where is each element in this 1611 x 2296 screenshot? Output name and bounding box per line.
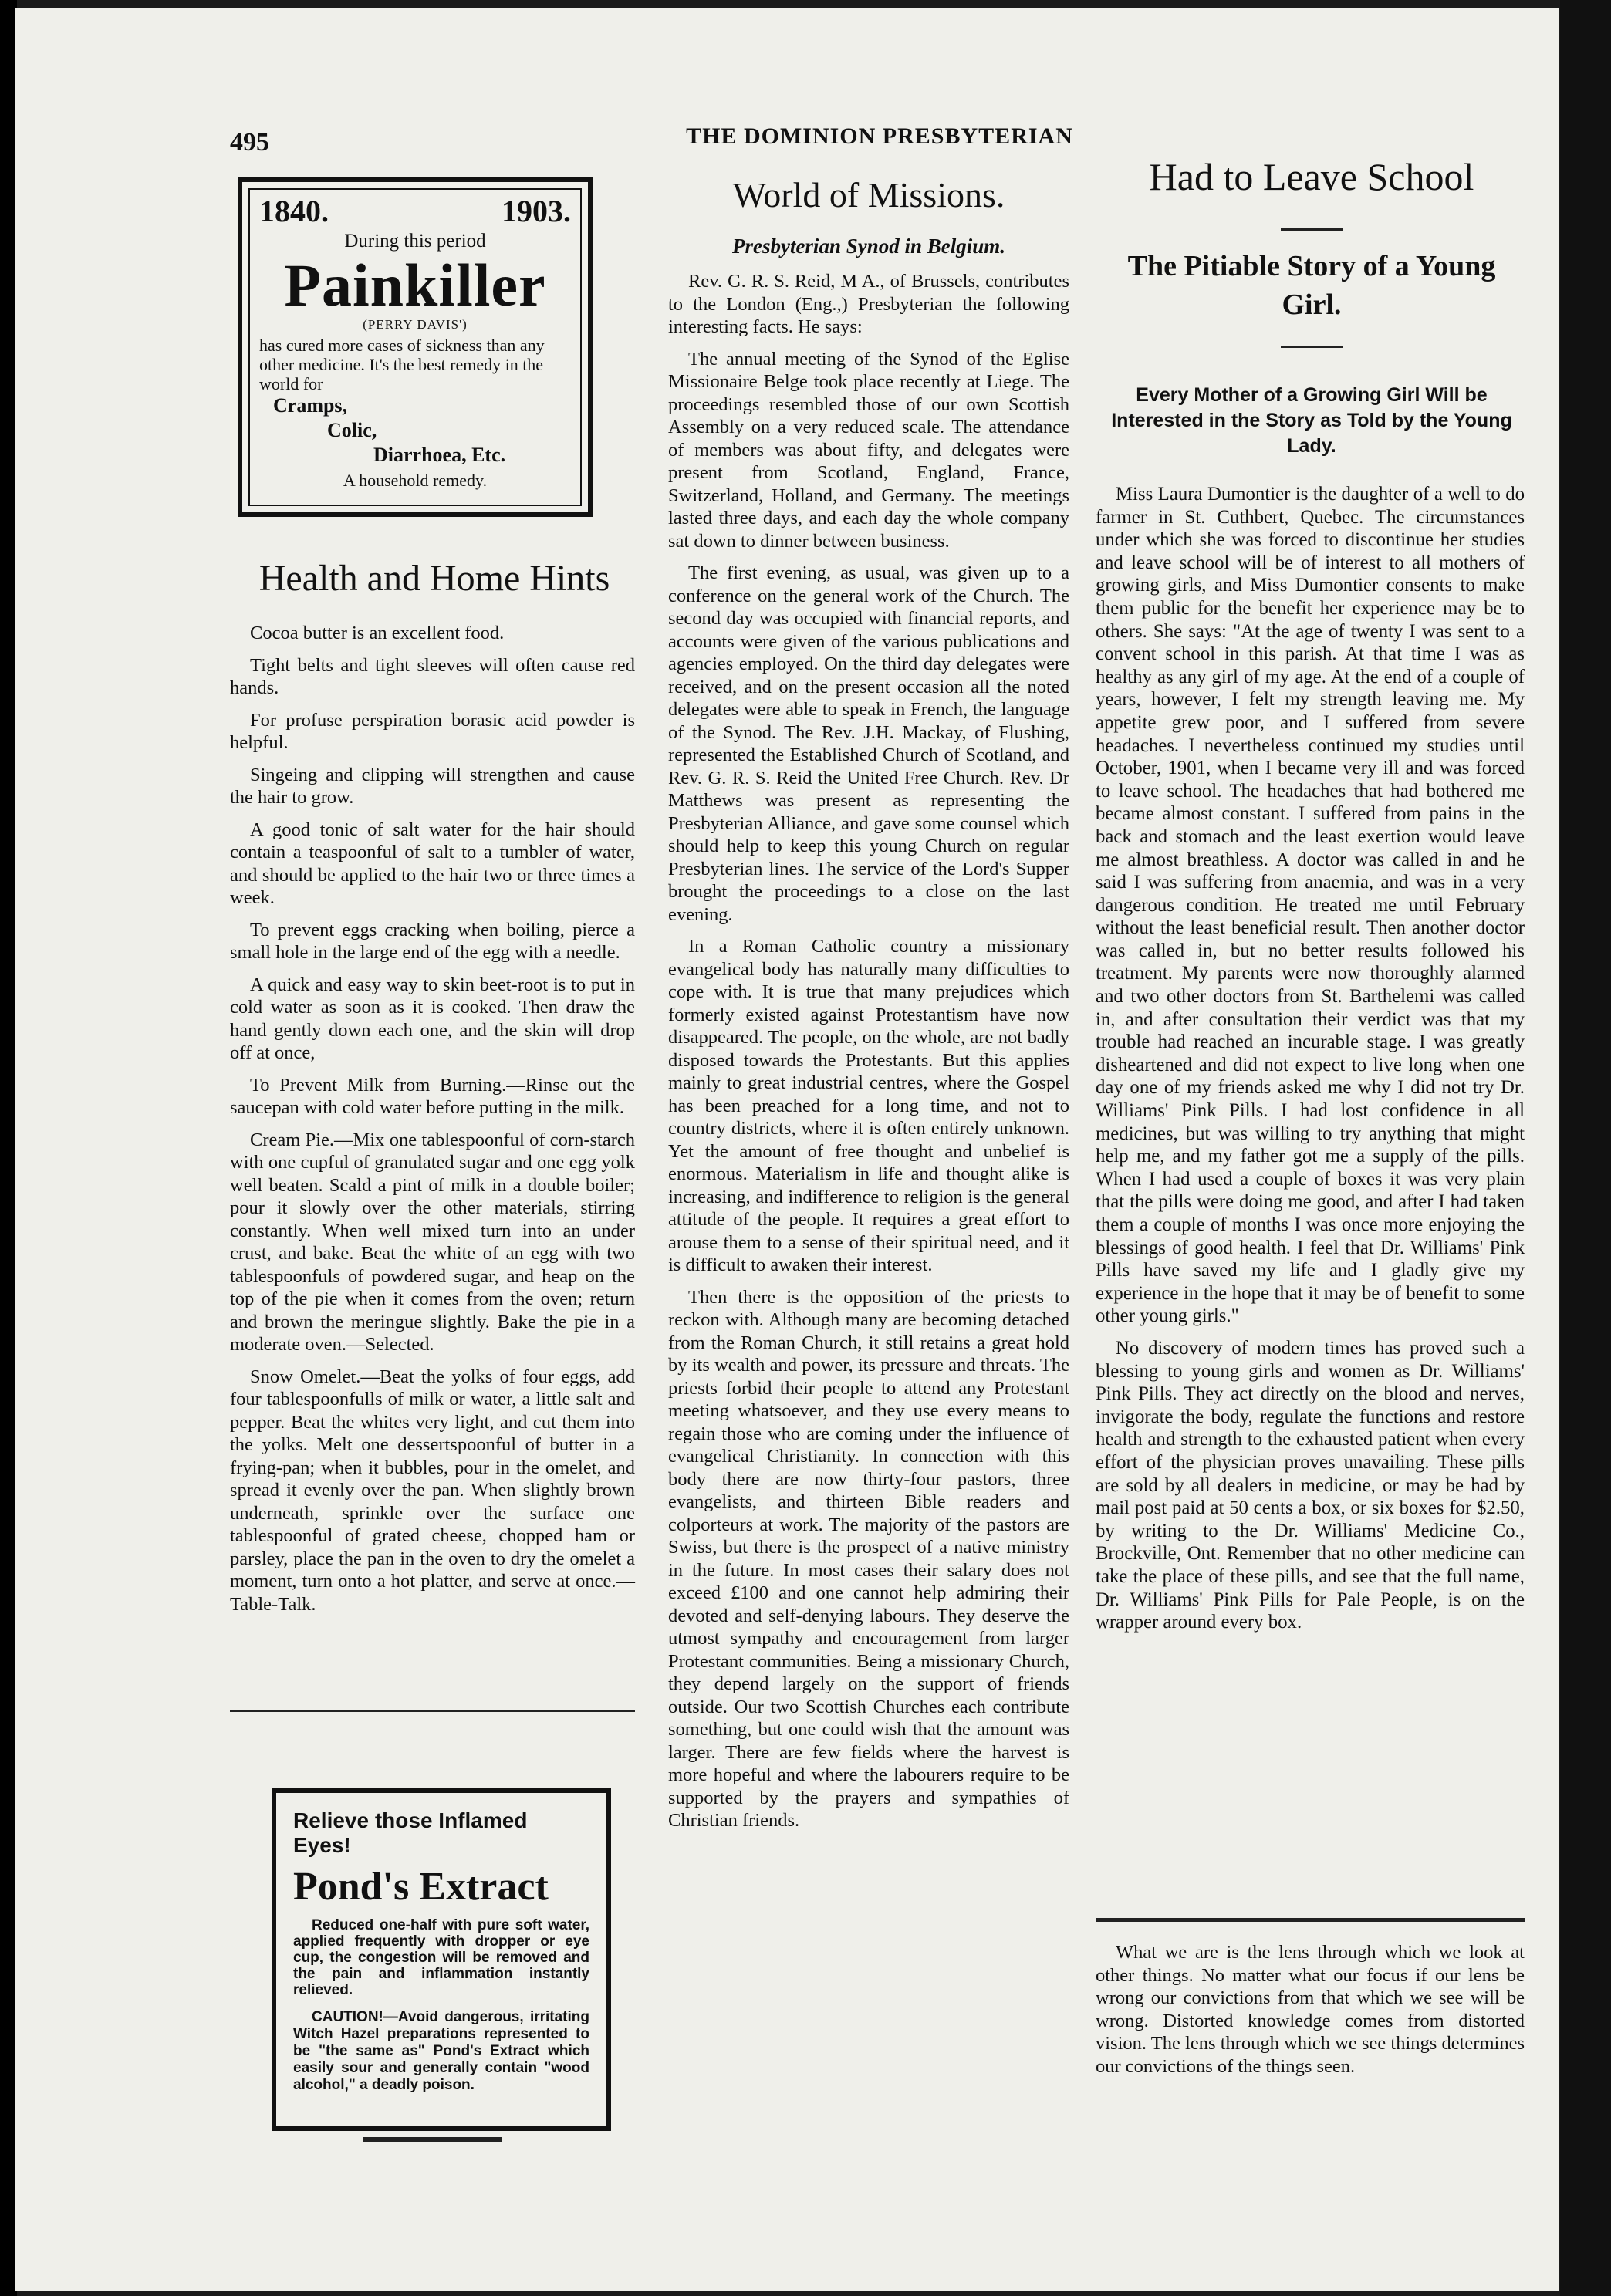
ad-maker: (PERRY DAVIS')	[363, 317, 468, 332]
ad-underline	[363, 2137, 502, 2142]
ad-remedy-cramps: Cramps,	[273, 394, 348, 417]
column-rule	[1096, 1918, 1525, 1922]
painkiller-advertisement	[238, 177, 593, 517]
ponds-description: Reduced one-half with pure soft water, applied frequently with dropper or eye cup, the congestion will be removed and the pain and inflammation instantly relieved.	[293, 1917, 589, 1998]
short-rule	[1281, 346, 1342, 348]
ad-inner-border	[248, 188, 582, 506]
scan-edge-left	[0, 0, 17, 2296]
ponds-brand: Pond's Extract	[293, 1865, 549, 1909]
missions-paragraph: Then there is the opposition of the priests to reckon with. Although many are becoming detached from the Roman Church, it still retains a great hold by its wealth and power, its pressure and threats. The priests forbid their people to attend any Protestant meeting whatsoever, and they use every means to regain those who are coming under the influence of evangelical Christianity. In connection with this body there are now thirty-four pastors, three evangelists, and thirteen Bible readers and colporteurs at work. The majority of the pastors are Swiss, but there is the prospect of a native ministry in the future. In most cases their salary does not exceed £100 and one cannot help admiring their devoted and self-denying labours. They deserve the utmost sympathy and encouragement from larger Protestant communities. Being a missionary Church, they depend largely on the support of friends outside. Our two Scottish Churches each contribute something, but one could wish that the amount was larger. There are few fields where the harvest is more hopeful and where the labourers require to be supported by the prayers and sympathies of Christian friends.	[668, 1286, 1069, 1831]
page-number: 495	[230, 128, 269, 157]
health-paragraph: Singeing and clipping will strengthen and cause the hair to grow.	[230, 764, 635, 808]
page-header: THE DOMINION PRESBYTERIAN	[686, 123, 1073, 149]
ad-description: has cured more cases of sickness than any other medicine. It's the best remedy in the world for	[259, 336, 545, 393]
missions-paragraph: In a Roman Catholic country a missionary evangelical body has naturally many difficulties to cope with. It is true that many prejudices which formerly existed against Protestantism have now disappeared. The people, on the whole, are not badly disposed towards the Protestants. But this applies mainly to great industrial centres, where the Gospel has been preached for a long time, and not to country districts, where it is often entirely unknown. Yet the amount of free thought and unbelief is enormous. Materialism in life and thought alike is increasing, and indifference to religion is the general attitude of the people. It requires a great effort to arouse them to a sense of their spiritual need, and it is difficult to awaken their interest.	[668, 936, 1069, 1275]
ad-remedy-diarrhoea: Diarrhoea, Etc.	[373, 444, 506, 466]
school-deck: Every Mother of a Growing Girl Will be Interested in the Story as Told by the Young Lady.	[1111, 384, 1512, 457]
school-body	[1096, 483, 1525, 1643]
school-paragraph: Miss Laura Dumontier is the daughter of a well to do farmer in St. Cuthbert, Quebec. The circumstances under which she was forced to discontinue her studies and leave school will be of interest to all mothers of growing girls, and Miss Dumontier consents to make them public for the benefit her experience may be to others. She says: "At the age of twenty I was sent to a convent school in this parish. At that time I was as healthy as any girl of my age. At the end of a couple of years, however, I felt my strength leaving me. My appetite grew poor, and I suffered from severe headaches. I nevertheless continued my studies until October, 1901, when I became very ill and was forced to leave school. The headaches that had bothered me became almost constant. I suffered from pains in the back and stomach and the least exertion would leave me almost breathless. A doctor was called in and he said I was suffering from anaemia, and was in a very dangerous condition. He treated me until February without the least beneficial result. Then another doctor was called in, but no better results followed his treatment. My parents were now thoroughly alarmed and two other doctors from St. Barthelemi was called in, and after consultation their verdict was that my trouble had reached an incurable stage. I was greatly disheartened and did not expect to live long when one day one of my friends asked me why I did not try Dr. Williams' Pink Pills. I had lost confidence in all medicines, but was willing to try anything that might help me, and my father got me a supply of the pills. When I had used a couple of boxes it was very plain that the pills were doing me good, and after I had taken them a couple of months I was once more enjoying the blessings of good health. I feel that Dr. Williams' Pink Pills have saved my life and I gladly give my experience in the hope that it may be of benefit to some other young girls."	[1096, 484, 1525, 1327]
health-paragraph: To Prevent Milk from Burning.—Rinse out the saucepan with cold water before putting in the milk.	[230, 1074, 635, 1118]
ad-household: A household remedy.	[343, 471, 488, 490]
missions-title: World of Missions.	[732, 175, 1005, 214]
ponds-caution: CAUTION!—Avoid dangerous, irritating Witch Hazel preparations represented to be "the same as" Pond's Extract which easily sour and generally contain "wood alcohol," a deadly poison.	[293, 2009, 589, 2093]
ad-remedy-colic: Colic,	[327, 419, 377, 441]
missions-paragraph: The annual meeting of the Synod of the Eglise Missionaire Belge took place recently at Liege. The proceedings resembled those of our own Scottish Assembly on a very reduced scale. The attendance of members was about fifty, and delegates were present from Scotland, England, France, Switzerland, Holland, and Germany. The meetings lasted three days, and each day the whole company sat down to dinner between business.	[668, 348, 1069, 552]
column-rule	[230, 1710, 635, 1712]
health-paragraph: For profuse perspiration borasic acid powder is helpful.	[230, 709, 635, 753]
health-paragraph: A quick and easy way to skin beet-root is to put in cold water as soon as it is cooked. Then draw the hand gently down each one, and the skin will drop off at once,	[230, 974, 635, 1063]
missions-paragraph: The first evening, as usual, was given up to a conference on the general work of the Church. The second day was occupied with financial reports, and accounts were given of the various publications and agencies employed. On the third day delegates were received, and on the present occasion all the noted delegates were able to speak in French, the language of the Synod. The Rev. J.H. Mackay, of Flushing, represented the Established Church of Scotland, and Rev. G. R. S. Reid the United Free Church. Rev. Dr Matthews was present as representing the Presbyterian Alliance, and gave some counsel which should help to keep this young Church on regular Presbyterian lines. The service of the Lord's Supper brought the proceedings to a close on the last evening.	[668, 562, 1069, 925]
school-title: Had to Leave School	[1149, 155, 1474, 198]
short-rule	[1281, 228, 1342, 231]
lens-paragraph: What we are is the lens through which we look at other things. No matter what our focus if our lens be wrong our convictions from that which we see will be wrong. Distorted knowledge comes from distorted vision. The lens through which we see things determines our convictions of the things seen.	[1096, 1942, 1525, 2077]
health-paragraph: Cocoa butter is an excellent food.	[250, 623, 505, 643]
year-end: 1903.	[502, 194, 571, 228]
missions-subtitle: Presbyterian Synod in Belgium.	[731, 235, 1006, 258]
missions-paragraph: Rev. G. R. S. Reid, M A., of Brussels, contributes to the London (Eng.,) Presbyterian the following interesting facts. He says:	[668, 271, 1069, 337]
school-subtitle: The Pitiable Story of a Young Girl.	[1127, 250, 1496, 321]
ponds-advertisement	[272, 1788, 611, 2131]
health-title: Health and Home Hints	[258, 558, 610, 599]
scan-edge-right	[1560, 0, 1611, 2296]
health-paragraph: Cream Pie.—Mix one tablespoonful of corn-starch with one cupful of granulated sugar and one egg yolk well beaten. Scald a pint of milk in a double boiler; pour it slowly over the other materials, stirring constantly. When well mixed turn into an under crust, and bake. Beat the white of an egg with two tablespoonfuls of powdered sugar, and heap on the top of the pie when it comes from the oven; return and brown the meringue slightly. Bake the pie in a moderate oven.—Selected.	[230, 1129, 635, 1355]
health-paragraph: Tight belts and tight sleeves will often cause red hands.	[230, 654, 635, 698]
health-paragraph: To prevent eggs cracking when boiling, pierce a small hole in the large end of the egg with a needle.	[230, 919, 635, 963]
health-body	[230, 622, 635, 1625]
ad-brand: Painkiller	[284, 252, 546, 319]
health-paragraph: A good tonic of salt water for the hair should contain a teaspoonful of salt to a tumbler of water, and should be applied to the hair two or three times a week.	[230, 819, 635, 908]
ad-period: During this period	[344, 231, 486, 252]
ponds-headline: Relieve those Inflamed Eyes!	[293, 1808, 528, 1857]
year-start: 1840.	[259, 194, 329, 228]
lens-body	[1096, 1941, 1525, 2087]
school-paragraph: No discovery of modern times has proved such a blessing to young girls and women as Dr. Williams' Pink Pills. They act directly on the blood and nerves, invigorate the body, regulate the functions and restore health and strength to the exhausted patient when every effort of the physician proves unavailing. These pills are sold by all dealers in medicine, or may be had by mail post paid at 50 cents a box, or six boxes for $2.50, by writing to the Dr. Williams' Medicine Co., Brockville, Ont. Remember that no other medicine can take the place of these pills, and see that the full name, Dr. Williams' Pink Pills for Pale People, is on the wrapper around every box.	[1096, 1337, 1525, 1633]
health-paragraph: Snow Omelet.—Beat the yolks of four eggs, add four tablespoonfulls of milk or water, a little salt and pepper. Beat the whites very light, and cut them into the yolks. Melt one dessertspoonful of butter in a frying-pan; when it bubbles, pour in the omelet, and spread it evenly over the pan. When slightly brown underneath, sprinkle over the surface one tablespoonful of grated cheese, chopped ham or parsley, place the pan in the oven to dry the omelet a moment, turn onto a hot platter, and serve at once.—Table-Talk.	[230, 1366, 635, 1615]
missions-body	[668, 270, 1069, 1842]
